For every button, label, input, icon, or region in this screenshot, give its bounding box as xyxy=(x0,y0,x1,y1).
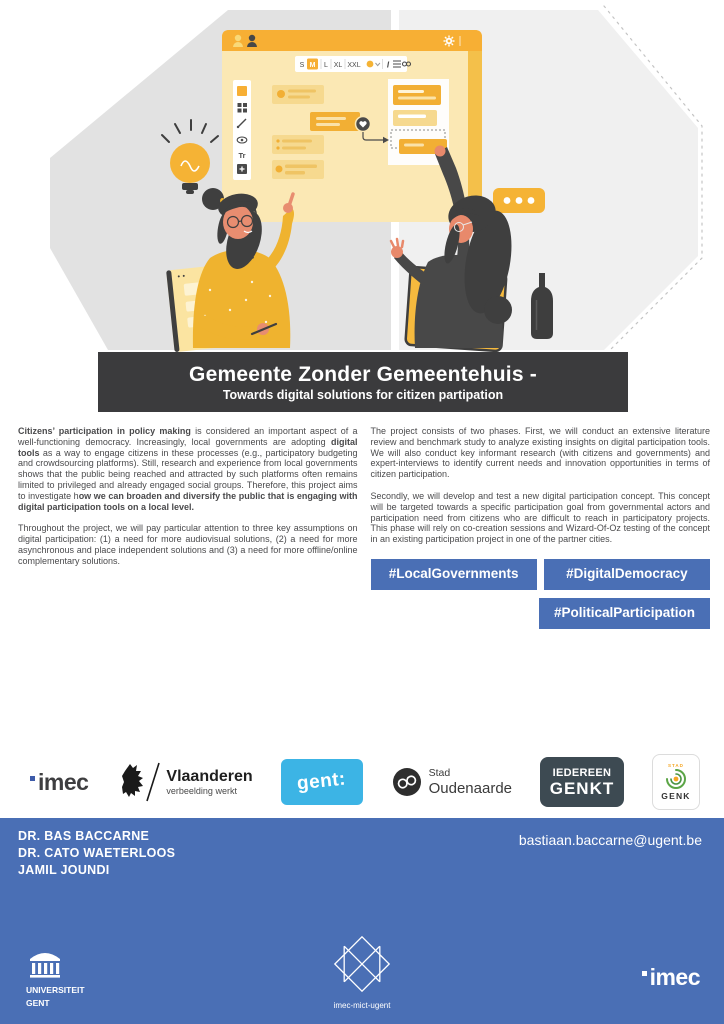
genkt-line1: IEDEREEN xyxy=(552,766,612,779)
paragraph xyxy=(18,426,358,512)
size-toolbar xyxy=(295,56,411,72)
hero-illustration xyxy=(0,0,724,412)
footer xyxy=(0,818,724,1024)
ugent-line2: GENT xyxy=(26,998,50,1008)
gent-logo xyxy=(281,759,363,805)
article-column-right xyxy=(371,426,711,629)
ugent-line1: UNIVERSITEIT xyxy=(26,985,85,995)
like-icon xyxy=(356,117,371,132)
mict-diamond-icon xyxy=(332,934,392,994)
imec-wordmark: imec xyxy=(38,769,89,795)
contact-names xyxy=(18,828,175,879)
page-subtitle: Towards digital solutions for citizen partipation xyxy=(222,387,504,402)
paragraph: Throughout the project, we will pay particular attention to three key assumptions on digital participation: (1) a need for more audiovisual solutions, (2) a need for more asynchronous and place independent solutions and (3) a need for more offline/online complementary solutions. xyxy=(18,523,358,566)
text-segment: is considered an important aspect of a well-functioning democracy. Increasingly, local governments are adopting xyxy=(18,426,358,447)
vlaanderen-logo xyxy=(116,761,252,803)
svg-text:XL: XL xyxy=(333,62,343,69)
vlaanderen-tagline: verbeelding werkt xyxy=(166,785,237,796)
contact-name: DR. BAS BACCARNE xyxy=(18,829,150,843)
add-tool-icon xyxy=(237,164,247,174)
imec-wordmark: imec xyxy=(649,964,700,990)
hashtag-digital-democracy: #DigitalDemocracy xyxy=(544,559,710,590)
gent-wordmark: gent: xyxy=(296,768,348,795)
svg-text:L: L xyxy=(324,62,328,69)
mict-label: imec-mict-ugent xyxy=(333,1001,391,1010)
ugent-temple-icon xyxy=(26,950,64,978)
oudenaarde-glasses-icon xyxy=(391,766,423,798)
text-segment: as a way to engage citizens in these processes (e.g., participatory budgeting and crowdsourcing platforms). Still, research and experience from local governments shows that the public being reached and attracted by such platforms often remains limited to privileged and already engaged social groups. Therefore, this project aims to investigate h xyxy=(18,447,358,501)
oudenaarde-line1: Stad xyxy=(428,767,451,780)
ugent-logo xyxy=(26,950,85,1008)
mict-logo xyxy=(332,934,392,1010)
genk-spiral-icon xyxy=(664,768,688,790)
shape-tool-icon xyxy=(237,86,247,96)
partner-logos xyxy=(0,748,724,816)
article xyxy=(18,426,710,629)
title-banner xyxy=(98,352,628,412)
svg-text:S: S xyxy=(299,62,305,69)
vlaanderen-lion-icon xyxy=(116,761,162,803)
contact-name: JAMIL JOUNDI xyxy=(18,863,110,877)
whiteboard xyxy=(222,30,482,222)
ellipsis-badge xyxy=(493,188,545,213)
text-segment: ow we can broaden and diversify the public that is engaging with digital participation tools on a local level. xyxy=(18,490,358,512)
gear-icon xyxy=(444,36,455,47)
hashtag-local-governments: #LocalGovernments xyxy=(371,559,537,590)
text-tool-icon: Tr xyxy=(238,151,246,160)
genk-stad-label: STAD xyxy=(667,763,684,768)
svg-text:XXL: XXL xyxy=(347,62,361,69)
contact-name: DR. CATO WAETERLOOS xyxy=(18,846,176,860)
genkt-line2: GENKT xyxy=(549,778,615,798)
oudenaarde-logo xyxy=(391,766,512,798)
imec-square-icon xyxy=(30,776,35,781)
imec-square-icon xyxy=(642,971,647,976)
color-swatch-icon xyxy=(367,61,374,68)
imec-logo xyxy=(30,771,88,793)
vlaanderen-name: Vlaanderen xyxy=(166,767,253,785)
imec-footer-logo xyxy=(642,966,700,988)
genk-wordmark: GENK xyxy=(661,791,691,801)
tool-sidebar xyxy=(233,80,251,180)
oudenaarde-line2: Oudenaarde xyxy=(428,779,513,797)
text-segment: Citizens’ participation in policy making xyxy=(18,426,191,436)
contact-email: bastiaan.baccarne@ugent.be xyxy=(518,832,702,848)
text-segment: digital tools xyxy=(18,436,358,458)
italic-icon: I xyxy=(386,60,390,70)
svg-text:M: M xyxy=(309,62,316,69)
article-column-left xyxy=(18,426,358,629)
paragraph: The project consists of two phases. First, we will conduct an extensive literature review and benchmark study to analyze existing insights on digital participation tools. We will also conduct key informant research (with citizens and governments) and expert-interviews to identify current needs and innovation opportunities in terms of citizen participation. xyxy=(370,426,710,480)
iedereen-genkt-logo xyxy=(540,757,624,807)
page-title: Gemeente Zonder Gemeentehuis - xyxy=(189,362,537,386)
hashtag-badges xyxy=(371,559,711,629)
stad-genk-logo xyxy=(652,754,700,810)
paragraph: Secondly, we will develop and test a new digital participation concept. This concept will be targeted towards a specific participation goal from governmental actors and participation need from citizens who are difficult to reach in participatory projects. This phase will rely on co-creation sessions and Wizard-Of-Oz testing of the concept in an existing participation project in one of the partner cities. xyxy=(370,490,710,545)
hashtag-political-participation: #PoliticalParticipation xyxy=(539,598,710,629)
